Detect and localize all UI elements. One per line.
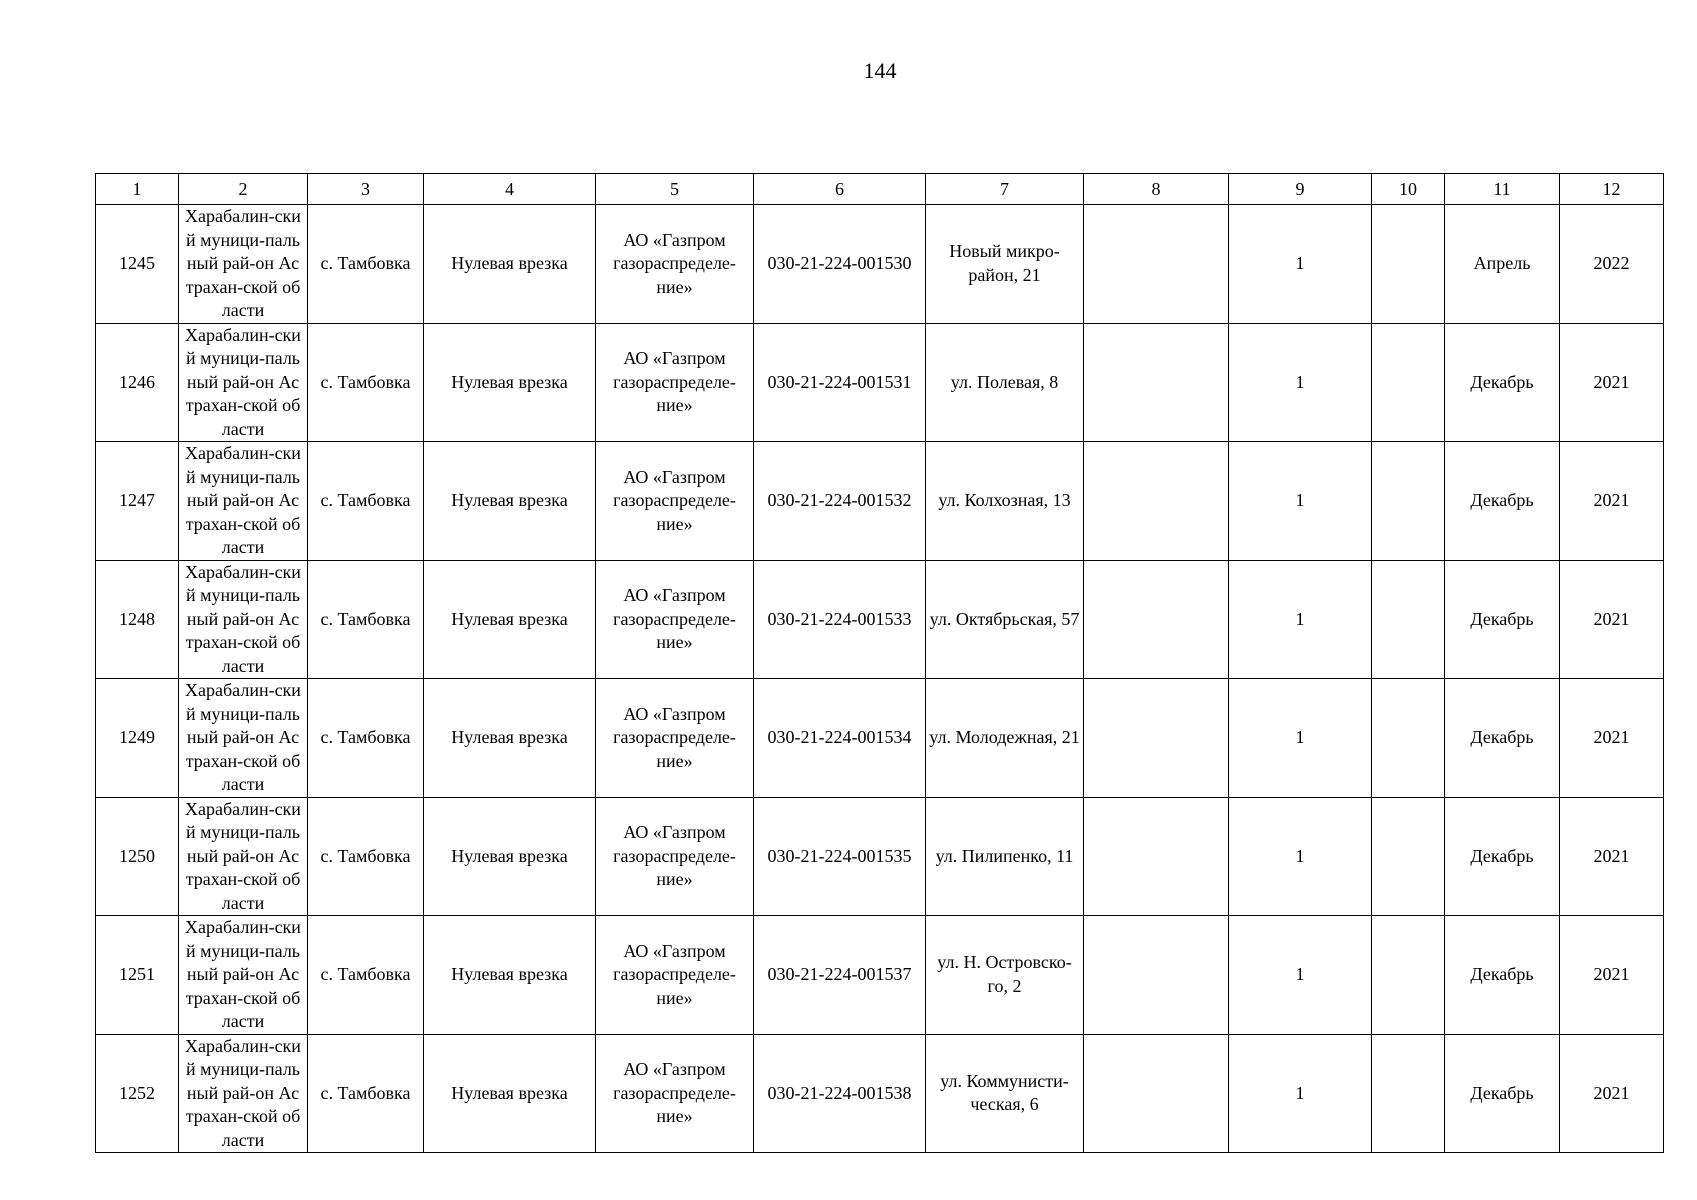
- object-code-cell-text: 030-21-224-001537: [767, 964, 912, 984]
- connection-type-cell: [424, 205, 596, 324]
- district-cell: [179, 916, 308, 1035]
- object-code-cell-text: 030-21-224-001530: [767, 253, 912, 273]
- connection-type-cell-text: Нулевая врезка: [451, 727, 568, 747]
- settlement-cell: [308, 205, 424, 324]
- connection-type-cell: [424, 560, 596, 679]
- year-cell-text: 2021: [1593, 727, 1630, 747]
- column-header: 3: [308, 174, 424, 205]
- operator-cell-text: АО «Газпром газораспределе-ние»: [613, 703, 736, 771]
- month-cell: [1445, 1034, 1560, 1153]
- column-header: 4: [424, 174, 596, 205]
- year-cell: [1560, 1034, 1664, 1153]
- row-number-cell: [96, 560, 179, 679]
- month-cell: [1445, 916, 1560, 1035]
- year-cell: [1560, 442, 1664, 561]
- count-cell: [1229, 560, 1372, 679]
- settlement-cell: [308, 323, 424, 442]
- column-8-cell: [1084, 323, 1229, 442]
- district-cell-text: Харабалин-ский муници-пальный рай-он Астрахан-ской области: [185, 206, 301, 320]
- row-number-cell: [96, 916, 179, 1035]
- column-header: 10: [1372, 174, 1445, 205]
- row-number-cell-text: 1245: [119, 253, 155, 273]
- address-cell: [926, 797, 1084, 916]
- row-number-cell-text: 1251: [119, 964, 155, 984]
- address-cell-text: ул. Полевая, 8: [950, 371, 1059, 392]
- settlement-cell: [308, 679, 424, 798]
- district-cell: [179, 205, 308, 324]
- district-cell-text: Харабалин-ский муници-пальный рай-он Астрахан-ской области: [185, 917, 301, 1031]
- address-cell-text: ул. Коммунисти-ческая, 6: [940, 1070, 1069, 1115]
- column-header: 12: [1560, 174, 1664, 205]
- column-10-cell: [1372, 797, 1445, 916]
- connection-type-cell: [424, 679, 596, 798]
- district-cell: [179, 560, 308, 679]
- table-row: [96, 1034, 1664, 1153]
- settlement-cell-text: с. Тамбовка: [320, 253, 411, 273]
- district-cell: [179, 797, 308, 916]
- count-cell: [1229, 205, 1372, 324]
- operator-cell-text: АО «Газпром газораспределе-ние»: [613, 585, 736, 652]
- row-number-cell: [96, 1034, 179, 1153]
- operator-cell-text: АО «Газпром газораспределе-ние»: [613, 940, 736, 1008]
- address-cell-text: ул. Пилипенко, 11: [935, 845, 1074, 866]
- table-row: [96, 797, 1664, 916]
- operator-cell-text: АО «Газпром газораспределе-ние»: [613, 348, 736, 415]
- address-cell-text: ул. Молодежная, 21: [929, 727, 1080, 747]
- year-cell: [1560, 205, 1664, 324]
- month-cell-text: Декабрь: [1470, 490, 1534, 510]
- connection-type-cell-text: Нулевая врезка: [451, 608, 568, 629]
- table-row: [96, 323, 1664, 442]
- column-8-cell: [1084, 797, 1229, 916]
- count-cell-text: 1: [1295, 608, 1305, 629]
- month-cell: [1445, 797, 1560, 916]
- year-cell-text: 2021: [1593, 371, 1630, 392]
- object-code-cell-text: 030-21-224-001538: [767, 1082, 912, 1103]
- column-header: 6: [754, 174, 926, 205]
- connection-type-cell-text: Нулевая врезка: [451, 253, 568, 273]
- row-number-cell-text: 1250: [119, 845, 155, 866]
- settlement-cell-text: с. Тамбовка: [320, 845, 411, 866]
- count-cell-text: 1: [1295, 253, 1305, 273]
- count-cell: [1229, 797, 1372, 916]
- district-cell-text: Харабалин-ский муници-пальный рай-он Астрахан-ской области: [185, 680, 301, 794]
- year-cell-text: 2022: [1593, 253, 1630, 273]
- month-cell-text: Декабрь: [1470, 371, 1534, 392]
- row-number-cell-text: 1247: [119, 490, 155, 510]
- count-cell: [1229, 916, 1372, 1035]
- year-cell-text: 2021: [1593, 964, 1630, 984]
- column-8-cell: [1084, 916, 1229, 1035]
- object-code-cell-text: 030-21-224-001532: [767, 490, 912, 510]
- month-cell: [1445, 205, 1560, 324]
- settlement-cell-text: с. Тамбовка: [320, 371, 411, 392]
- object-code-cell: [754, 442, 926, 561]
- settlement-cell-text: с. Тамбовка: [320, 727, 411, 747]
- object-code-cell: [754, 560, 926, 679]
- object-code-cell: [754, 205, 926, 324]
- table-header: [96, 174, 1664, 205]
- settlement-cell-text: с. Тамбовка: [320, 1082, 411, 1103]
- object-code-cell-text: 030-21-224-001533: [767, 608, 912, 629]
- address-cell: [926, 560, 1084, 679]
- month-cell-text: Декабрь: [1470, 727, 1534, 747]
- column-header: 2: [179, 174, 308, 205]
- settlement-cell: [308, 797, 424, 916]
- district-cell-text: Харабалин-ский муници-пальный рай-он Астрахан-ской области: [185, 443, 301, 557]
- object-code-cell: [754, 679, 926, 798]
- operator-cell: [596, 679, 754, 798]
- operator-cell: [596, 916, 754, 1035]
- object-code-cell: [754, 797, 926, 916]
- connection-type-cell: [424, 442, 596, 561]
- column-10-cell: [1372, 205, 1445, 324]
- year-cell: [1560, 560, 1664, 679]
- count-cell-text: 1: [1295, 371, 1305, 392]
- table-body: [96, 205, 1664, 1153]
- connection-type-cell-text: Нулевая врезка: [451, 1082, 568, 1103]
- month-cell: [1445, 442, 1560, 561]
- count-cell: [1229, 442, 1372, 561]
- month-cell-text: Декабрь: [1470, 608, 1534, 629]
- table-row: [96, 205, 1664, 324]
- settlement-cell-text: с. Тамбовка: [320, 490, 411, 510]
- year-cell: [1560, 916, 1664, 1035]
- connection-type-cell: [424, 1034, 596, 1153]
- year-cell-text: 2021: [1593, 608, 1630, 629]
- operator-cell-text: АО «Газпром газораспределе-ние»: [613, 466, 736, 534]
- object-code-cell-text: 030-21-224-001531: [767, 371, 912, 392]
- operator-cell: [596, 205, 754, 324]
- address-cell-text: Новый микро-район, 21: [949, 241, 1060, 285]
- table-row: [96, 560, 1664, 679]
- column-10-cell: [1372, 1034, 1445, 1153]
- district-cell-text: Харабалин-ский муници-пальный рай-он Астрахан-ской области: [185, 798, 301, 913]
- settlement-cell: [308, 442, 424, 561]
- settlement-cell: [308, 560, 424, 679]
- district-cell: [179, 679, 308, 798]
- operator-cell: [596, 323, 754, 442]
- settlement-cell: [308, 916, 424, 1035]
- month-cell: [1445, 323, 1560, 442]
- address-cell: [926, 1034, 1084, 1153]
- connection-type-cell: [424, 323, 596, 442]
- table-row: [96, 442, 1664, 561]
- table-row: [96, 916, 1664, 1035]
- count-cell-text: 1: [1295, 727, 1305, 747]
- row-number-cell: [96, 679, 179, 798]
- row-number-cell-text: 1252: [119, 1082, 155, 1103]
- year-cell-text: 2021: [1593, 845, 1630, 866]
- address-cell: [926, 205, 1084, 324]
- column-header: 1: [96, 174, 179, 205]
- month-cell-text: Декабрь: [1470, 1082, 1534, 1103]
- column-8-cell: [1084, 679, 1229, 798]
- column-8-cell: [1084, 205, 1229, 324]
- year-cell-text: 2021: [1593, 1082, 1630, 1103]
- connection-type-cell-text: Нулевая врезка: [451, 964, 568, 984]
- district-cell: [179, 442, 308, 561]
- column-header: 8: [1084, 174, 1229, 205]
- column-header: 11: [1445, 174, 1560, 205]
- column-8-cell: [1084, 560, 1229, 679]
- address-cell: [926, 442, 1084, 561]
- district-cell-text: Харабалин-ский муници-пальный рай-он Астрахан-ской области: [185, 1035, 301, 1150]
- district-cell: [179, 1034, 308, 1153]
- count-cell-text: 1: [1295, 964, 1305, 984]
- count-cell-text: 1: [1295, 1082, 1305, 1103]
- settlement-cell-text: с. Тамбовка: [320, 608, 411, 629]
- month-cell: [1445, 679, 1560, 798]
- connection-type-cell-text: Нулевая врезка: [451, 371, 568, 392]
- column-10-cell: [1372, 916, 1445, 1035]
- month-cell-text: Апрель: [1473, 253, 1531, 273]
- object-code-cell: [754, 323, 926, 442]
- column-10-cell: [1372, 679, 1445, 798]
- column-10-cell: [1372, 442, 1445, 561]
- operator-cell-text: АО «Газпром газораспределе-ние»: [613, 822, 736, 889]
- table-row: [96, 679, 1664, 798]
- connection-type-cell: [424, 916, 596, 1035]
- year-cell: [1560, 323, 1664, 442]
- column-8-cell: [1084, 442, 1229, 561]
- page-number: 144: [863, 58, 897, 83]
- year-cell: [1560, 797, 1664, 916]
- row-number-cell-text: 1246: [119, 371, 155, 392]
- address-cell: [926, 323, 1084, 442]
- connection-type-cell-text: Нулевая врезка: [451, 845, 568, 866]
- settlement-cell: [308, 1034, 424, 1153]
- object-code-cell-text: 030-21-224-001534: [767, 727, 912, 747]
- header-row: [96, 174, 1664, 205]
- column-header: 5: [596, 174, 754, 205]
- column-10-cell: [1372, 560, 1445, 679]
- column-8-cell: [1084, 1034, 1229, 1153]
- district-cell-text: Харабалин-ский муници-пальный рай-он Астрахан-ской области: [185, 561, 301, 676]
- count-cell: [1229, 1034, 1372, 1153]
- operator-cell: [596, 560, 754, 679]
- district-cell-text: Харабалин-ский муници-пальный рай-он Астрахан-ской области: [185, 324, 301, 439]
- operator-cell: [596, 1034, 754, 1153]
- connection-type-cell-text: Нулевая врезка: [451, 490, 568, 510]
- operator-cell: [596, 797, 754, 916]
- district-cell: [179, 323, 308, 442]
- count-cell: [1229, 679, 1372, 798]
- row-number-cell-text: 1249: [119, 727, 155, 747]
- month-cell-text: Декабрь: [1470, 964, 1534, 984]
- year-cell: [1560, 679, 1664, 798]
- address-cell-text: ул. Н. Островско-го, 2: [937, 952, 1072, 996]
- row-number-cell: [96, 797, 179, 916]
- year-cell-text: 2021: [1593, 490, 1630, 510]
- month-cell: [1445, 560, 1560, 679]
- address-cell: [926, 916, 1084, 1035]
- row-number-cell: [96, 442, 179, 561]
- object-code-cell: [754, 916, 926, 1035]
- row-number-cell: [96, 205, 179, 324]
- row-number-cell-text: 1248: [119, 608, 155, 629]
- column-header: 7: [926, 174, 1084, 205]
- address-cell-text: ул. Октябрьская, 57: [929, 608, 1080, 629]
- settlement-cell-text: с. Тамбовка: [320, 964, 411, 984]
- row-number-cell: [96, 323, 179, 442]
- operator-cell-text: АО «Газпром газораспределе-ние»: [613, 229, 736, 297]
- operator-cell-text: АО «Газпром газораспределе-ние»: [613, 1059, 736, 1126]
- address-cell-text: ул. Колхозная, 13: [938, 490, 1071, 510]
- object-code-cell-text: 030-21-224-001535: [767, 845, 912, 866]
- column-header: 9: [1229, 174, 1372, 205]
- connection-type-cell: [424, 797, 596, 916]
- address-cell: [926, 679, 1084, 798]
- count-cell-text: 1: [1295, 490, 1305, 510]
- object-code-cell: [754, 1034, 926, 1153]
- count-cell: [1229, 323, 1372, 442]
- operator-cell: [596, 442, 754, 561]
- count-cell-text: 1: [1295, 845, 1305, 866]
- month-cell-text: Декабрь: [1470, 845, 1534, 866]
- registry-table: [95, 173, 1664, 1153]
- column-10-cell: [1372, 323, 1445, 442]
